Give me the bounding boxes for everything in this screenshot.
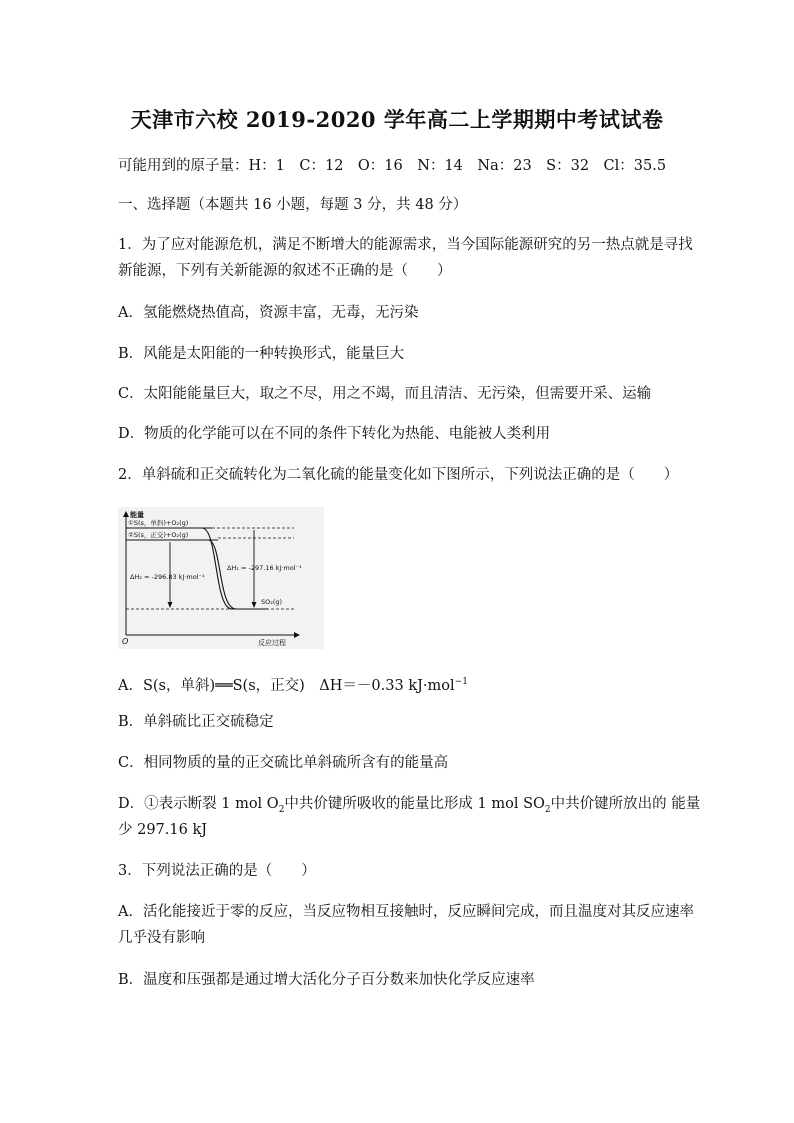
q2-option-a-text: A．S(s，单斜)══S(s，正交) ΔH＝－0.33 kJ·mol [118,677,455,694]
q3-option-b: B．温度和压强都是通过增大活化分子百分数来加快化学反应速率 [118,972,535,988]
q2-option-d-part1: D．①表示断裂 1 mol O [118,796,279,812]
q1-stem-line2: 新能源，下列有关新能源的叙述不正确的是（ ） [118,263,452,279]
dh1-label: ΔH₁ = -297.16 kJ·mol⁻¹ [227,564,302,572]
x-axis-label: 反应过程 [258,639,286,647]
q3-stem: 3．下列说法正确的是（ ） [118,863,316,879]
q2-option-d-sub2: 2 [544,804,551,815]
q1-stem-line1: 1．为了应对能源危机，满足不断增大的能源需求，当今国际能源研究的另一热点就是寻找 [118,237,693,253]
q2-option-d-part3: 中共价键所放出的 能量 [550,796,701,812]
dh2-arrowhead [168,602,173,608]
q2-option-a-sup: −1 [454,677,468,687]
atomic-masses-line: 可能用到的原子量：H：1 C：12 O：16 N：14 Na：23 S：32 Cl：35.5 [118,158,667,174]
curve-orthorhombic [208,540,236,609]
q2-option-d-sub1: 2 [278,804,285,815]
q1-option-b: B．风能是太阳能的一种转换形式，能量巨大 [118,346,405,362]
q1-option-d: D．物质的化学能可以在不同的条件下转化为热能、电能被人类利用 [118,426,551,442]
q3-option-a-line1: A．活化能接近于零的反应，当反应物相互接触时，反应瞬间完成，而且温度对其反应速率 [118,904,694,920]
dh1-arrowhead [252,602,257,608]
level2-label: ②S(s，正交)+O₂(g) [128,531,189,539]
q2-option-d-part2: 中共价键所吸收的能量比形成 1 mol SO [284,796,545,812]
q2-option-b: B．单斜硫比正交硫稳定 [118,714,274,730]
energy-diagram [118,507,324,649]
energy-diagram-svg [118,507,324,649]
origin-label: O [122,637,129,646]
section-heading: 一、选择题（本题共 16 小题，每题 3 分，共 48 分） [118,197,468,213]
q1-option-a: A．氢能燃烧热值高，资源丰富，无毒，无污染 [118,305,419,321]
q2-option-d-line2: 少 297.16 kJ [118,822,208,838]
level1-label: ①S(s，单斜)+O₂(g) [128,519,189,527]
q2-option-c: C．相同物质的量的正交硫比单斜硫所含有的能量高 [118,755,449,771]
y-axis-arrow [123,511,129,517]
dh2-label: ΔH₂ = -296.83 kJ·mol⁻¹ [130,573,205,581]
q3-option-a-line2: 几乎没有影响 [118,930,205,946]
page-title: 天津市六校 2019-2020 学年高二上学期期中考试试卷 [130,107,664,132]
y-axis-label: 能量 [130,511,144,519]
q2-stem: 2．单斜硫和正交硫转化为二氧化硫的能量变化如下图所示，下列说法正确的是（ ） [118,467,679,483]
x-axis-arrow [294,632,300,638]
product-label: SO₂(g) [261,598,283,606]
q1-option-c: C．太阳能能量巨大，取之不尽，用之不竭，而且清洁、无污染，但需要开采、运输 [118,386,652,402]
q2-option-a [118,669,678,699]
